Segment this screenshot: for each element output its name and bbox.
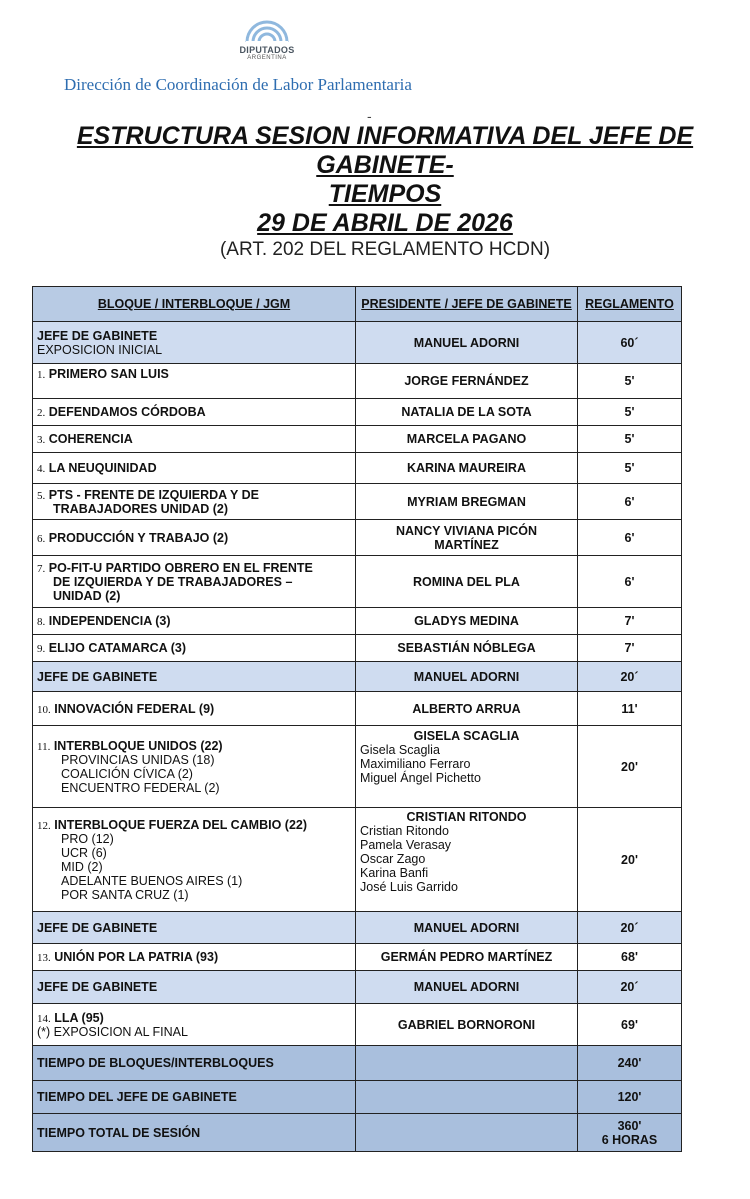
org-name: DIPUTADOS (239, 45, 295, 55)
row-number: 1. (37, 369, 46, 381)
bloque-name: UNIÓN POR LA PATRIA (93) (54, 950, 219, 964)
header-bloque: BLOQUE / INTERBLOQUE / JGM (33, 287, 356, 322)
direccion-title: Dirección de Coordinación de Labor Parlamentaria (64, 75, 412, 94)
time-cell: 20´ (578, 662, 682, 692)
time-cell: 6' (578, 484, 682, 520)
presidente-cell: GLADYS MEDINA (356, 608, 578, 635)
time-cell: 5' (578, 453, 682, 484)
title-line-2: GABINETE- (316, 151, 454, 179)
sub-bloque: UCR (6) (61, 845, 107, 860)
bloque-cell (33, 1004, 356, 1046)
bloque-name: ELIJO CATAMARCA (3) (48, 641, 186, 655)
table-row (33, 399, 682, 426)
bloque-cell: TIEMPO DEL JEFE DE GABINETE (33, 1081, 356, 1114)
total-hours: 6 HORAS (601, 1132, 658, 1147)
presidente-cell (356, 808, 578, 912)
presidente-name: NANCY VIVIANA PICÓN (396, 523, 537, 538)
bloque-cell (33, 399, 356, 426)
presidente-name: CRISTIAN RITONDO (406, 810, 527, 824)
sub-bloque: COALICIÓN CÍVICA (2) (61, 766, 193, 781)
time-cell: 20´ (578, 971, 682, 1004)
table-header-row (33, 287, 682, 322)
row-number: 6. (37, 532, 46, 545)
time-cell: 11' (578, 692, 682, 726)
presidente-cell: KARINA MAUREIRA (356, 453, 578, 484)
presidente-cell: MANUEL ADORNI (356, 971, 578, 1004)
presidente-cell: MARCELA PAGANO (356, 426, 578, 453)
row-number: 4. (37, 463, 46, 475)
time-cell: 69' (578, 1004, 682, 1046)
bloque-cell (33, 692, 356, 726)
time-cell: 7' (578, 635, 682, 662)
bloque-name: COHERENCIA (48, 432, 133, 446)
bloque-cell (33, 364, 356, 399)
header-presidente: PRESIDENTE / JEFE DE GABINETE (356, 287, 578, 322)
presidente-name-cont: MARTÍNEZ (434, 537, 499, 552)
table-row (33, 426, 682, 453)
bloque-cell (33, 520, 356, 556)
member-name: Oscar Zago (360, 852, 426, 866)
table-row (33, 662, 682, 692)
bloque-cell: JEFE DE GABINETE (33, 912, 356, 944)
presidente-cell: MANUEL ADORNI (356, 322, 578, 364)
diputados-logo (232, 18, 302, 61)
row-number: 12. (37, 819, 51, 832)
sub-bloque: ENCUENTRO FEDERAL (2) (61, 780, 220, 795)
table-row (33, 912, 682, 944)
bloque-name: PTS - FRENTE DE IZQUIERDA Y DE (48, 487, 259, 502)
member-name: Miguel Ángel Pichetto (360, 771, 481, 785)
presidente-cell (356, 520, 578, 556)
presidente-cell: SEBASTIÁN NÓBLEGA (356, 635, 578, 662)
bloque-name: INDEPENDENCIA (3) (48, 614, 171, 628)
member-name: José Luis Garrido (360, 880, 458, 894)
sub-bloque: ADELANTE BUENOS AIRES (1) (61, 873, 243, 888)
table-row (33, 726, 682, 808)
time-cell: 7' (578, 608, 682, 635)
title-date: 29 DE ABRIL DE 2026 (257, 209, 513, 237)
article-reference: (ART. 202 DEL REGLAMENTO HCDN) (219, 239, 551, 260)
row-number: 5. (37, 489, 46, 502)
table-row (33, 1004, 682, 1046)
title-line-1: ESTRUCTURA SESION INFORMATIVA DEL JEFE DE (76, 122, 694, 150)
table-row (33, 453, 682, 484)
bloque-name: PRODUCCIÓN Y TRABAJO (2) (48, 530, 229, 545)
sub-bloque: PROVINCIAS UNIDAS (18) (61, 752, 215, 767)
separator-dash: - (367, 108, 372, 124)
bloque-cell: TIEMPO DE BLOQUES/INTERBLOQUES (33, 1046, 356, 1081)
bloque-sub: EXPOSICION INICIAL (37, 342, 163, 357)
presidente-name: GISELA SCAGLIA (413, 729, 520, 743)
row-number: 9. (37, 643, 46, 655)
bloque-cell: JEFE DE GABINETE (33, 662, 356, 692)
bloque-name: DEFENDAMOS CÓRDOBA (48, 405, 206, 419)
bloque-cell (33, 556, 356, 608)
bloque-cell (33, 808, 356, 912)
total-minutes: 360' (617, 1118, 642, 1133)
table-row (33, 971, 682, 1004)
presidente-cell: NATALIA DE LA SOTA (356, 399, 578, 426)
row-number: 7. (37, 562, 46, 575)
time-cell: 6' (578, 520, 682, 556)
row-number: 13. (37, 952, 51, 964)
row-number: 8. (37, 616, 46, 628)
bloque-name: PRIMERO SAN LUIS (48, 367, 169, 381)
sub-bloque: PRO (12) (61, 831, 114, 846)
bloque-name-cont: DE IZQUIERDA Y DE TRABAJADORES – (53, 574, 293, 589)
row-number: 11. (37, 740, 51, 753)
presidente-cell: MANUEL ADORNI (356, 912, 578, 944)
bloque-cell (33, 322, 356, 364)
bloque-cell: TIEMPO TOTAL DE SESIÓN (33, 1114, 356, 1152)
presidente-cell: ROMINA DEL PLA (356, 556, 578, 608)
time-cell: 5' (578, 399, 682, 426)
row-number: 3. (37, 434, 46, 446)
bloque-cell (33, 608, 356, 635)
time-cell: 6' (578, 556, 682, 608)
time-cell (578, 1114, 682, 1152)
header-reglamento: REGLAMENTO (578, 287, 682, 322)
bloque-name: INNOVACIÓN FEDERAL (9) (54, 701, 215, 716)
table-row (33, 556, 682, 608)
time-cell: 60´ (578, 322, 682, 364)
bloque-cell (33, 944, 356, 971)
time-cell: 20´ (578, 912, 682, 944)
table-row (33, 1046, 682, 1081)
bloque-name: INTERBLOQUE FUERZA DEL CAMBIO (22) (54, 817, 308, 832)
document-title-block (0, 122, 750, 262)
presidente-cell: MYRIAM BREGMAN (356, 484, 578, 520)
bloque-cell (33, 726, 356, 808)
bloque-sub: (*) EXPOSICION AL FINAL (37, 1024, 188, 1039)
presidente-cell (356, 1081, 578, 1114)
presidente-cell (356, 726, 578, 808)
member-name: Karina Banfi (360, 866, 429, 880)
table-row (33, 944, 682, 971)
row-number: 2. (37, 407, 46, 419)
member-name: Maximiliano Ferraro (360, 757, 471, 771)
table-row (33, 1081, 682, 1114)
session-structure-table (32, 286, 682, 1152)
bloque-name: INTERBLOQUE UNIDOS (22) (53, 738, 223, 753)
bloque-name: PO-FIT-U PARTIDO OBRERO EN EL FRENTE (48, 560, 313, 575)
bloque-cell (33, 484, 356, 520)
table-row (33, 692, 682, 726)
presidente-cell: GERMÁN PEDRO MARTÍNEZ (356, 944, 578, 971)
presidente-cell: JORGE FERNÁNDEZ (356, 364, 578, 399)
time-cell: 120' (578, 1081, 682, 1114)
org-country: ARGENTINA (247, 55, 287, 61)
bloque-cell (33, 453, 356, 484)
time-cell: 5' (578, 426, 682, 453)
table-row (33, 484, 682, 520)
sub-bloque: POR SANTA CRUZ (1) (61, 887, 189, 902)
table-row (33, 808, 682, 912)
document-header (0, 0, 750, 124)
row-number: 14. (37, 1012, 51, 1025)
bloque-name-cont: TRABAJADORES UNIDAD (2) (53, 501, 229, 516)
member-name: Gisela Scaglia (360, 743, 440, 757)
presidente-cell (356, 1046, 578, 1081)
table-row (33, 520, 682, 556)
time-cell: 240' (578, 1046, 682, 1081)
title-line-3: TIEMPOS (328, 180, 442, 208)
member-name: Pamela Verasay (360, 838, 452, 852)
table-row (33, 364, 682, 399)
time-cell: 20' (578, 726, 682, 808)
table-row (33, 635, 682, 662)
sun-arc-icon (244, 18, 290, 44)
row-number: 10. (37, 703, 51, 716)
bloque-cell (33, 635, 356, 662)
sub-bloque: MID (2) (61, 859, 103, 874)
bloque-name: JEFE DE GABINETE (37, 328, 158, 343)
presidente-cell (356, 1114, 578, 1152)
table-row (33, 608, 682, 635)
member-name: Cristian Ritondo (360, 824, 449, 838)
presidente-cell: GABRIEL BORNORONI (356, 1004, 578, 1046)
time-cell: 5' (578, 364, 682, 399)
sub-bloque-list (37, 753, 351, 795)
sub-bloque-list (37, 832, 351, 902)
bloque-name-cont: UNIDAD (2) (53, 588, 121, 603)
table-row (33, 1114, 682, 1152)
table-row (33, 322, 682, 364)
bloque-name: LLA (95) (54, 1010, 104, 1025)
presidente-cell: MANUEL ADORNI (356, 662, 578, 692)
time-cell: 20' (578, 808, 682, 912)
bloque-cell: JEFE DE GABINETE (33, 971, 356, 1004)
bloque-cell (33, 426, 356, 453)
time-cell: 68' (578, 944, 682, 971)
bloque-name: LA NEUQUINIDAD (48, 461, 157, 475)
presidente-cell: ALBERTO ARRUA (356, 692, 578, 726)
